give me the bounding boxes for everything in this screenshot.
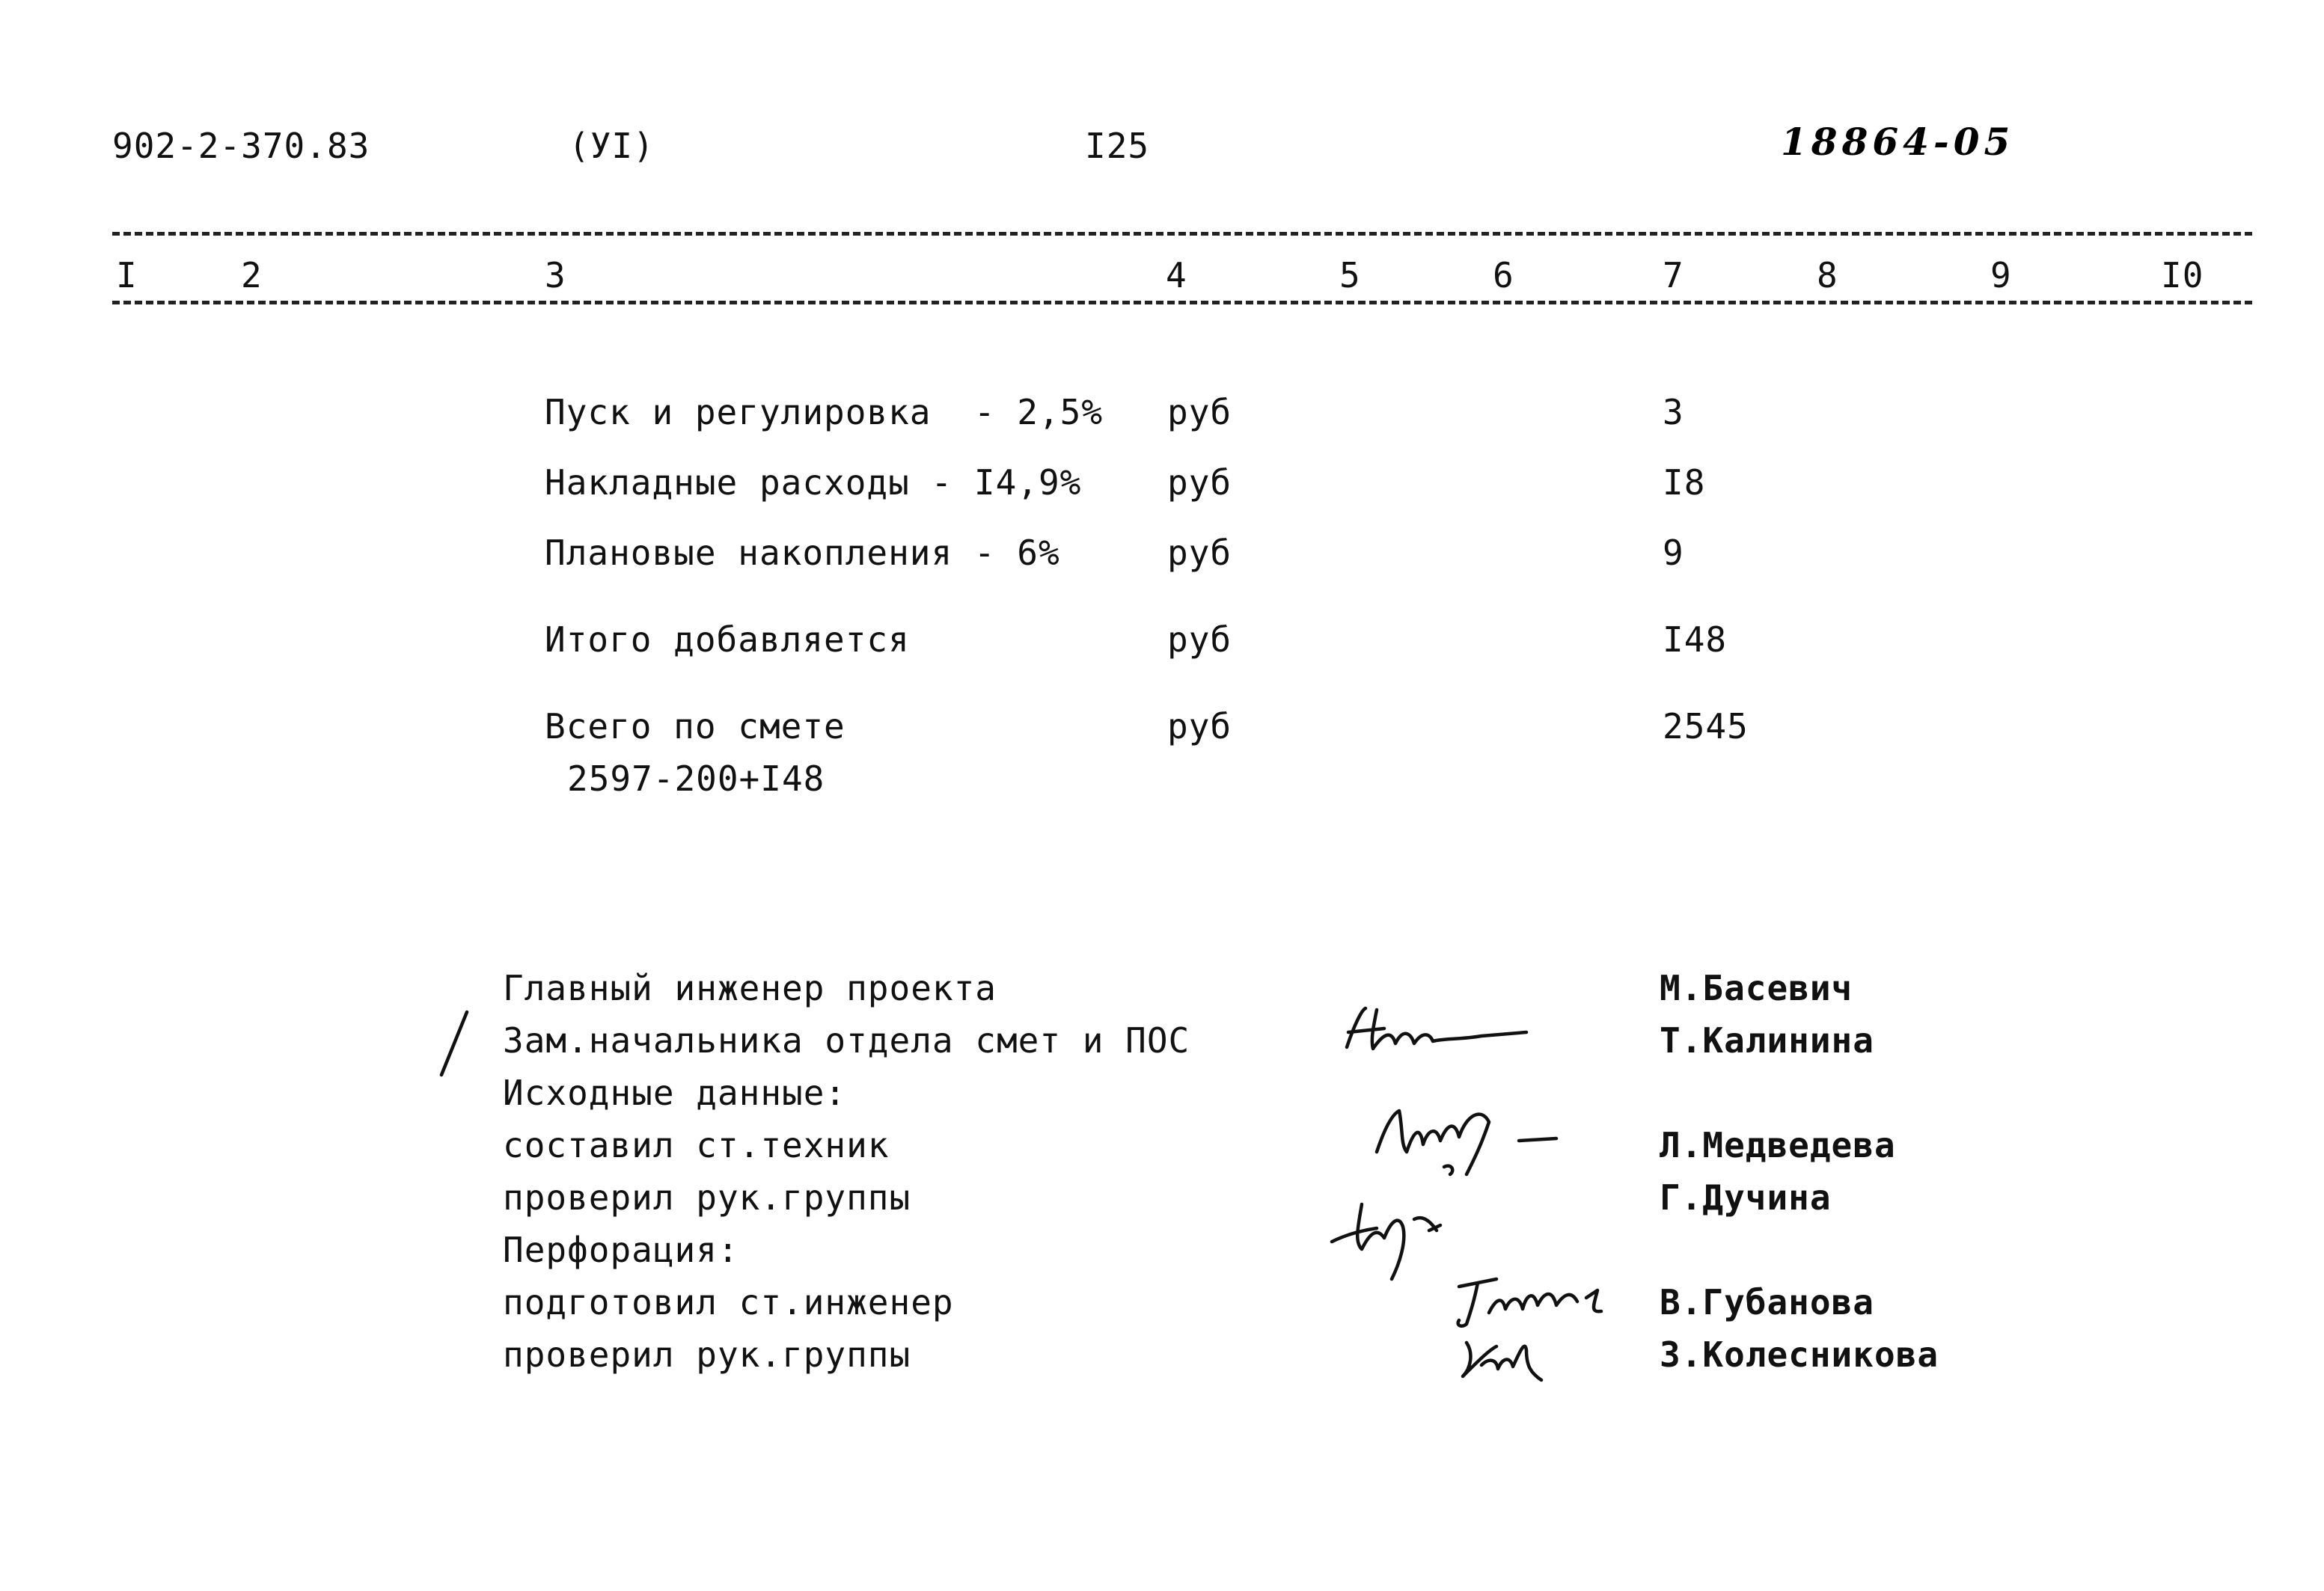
column-header-10: I0: [2161, 255, 2204, 295]
column-header-6: 6: [1493, 255, 1514, 295]
role-label: подготовил ст.инженер: [503, 1282, 954, 1322]
role-label: Зам.начальника отдела смет и ПОС: [503, 1020, 1190, 1061]
doc-code: 902-2-370.83: [112, 126, 370, 166]
cost-item-name: Пуск и регулировка - 2,5%: [545, 392, 1104, 432]
column-header-5: 5: [1339, 255, 1361, 295]
signature-gubanova: [1444, 1268, 1624, 1335]
handwritten-check-mark: [434, 1006, 479, 1081]
role-label: Главный инженер проекта: [503, 968, 997, 1008]
column-header-8: 8: [1817, 255, 1838, 295]
column-header-bottom-rule: [112, 301, 2252, 304]
role-label: Перфорация:: [503, 1230, 739, 1270]
cost-item-value: 2545: [1663, 706, 1749, 747]
column-header-top-rule: [112, 232, 2252, 236]
role-label: проверил рук.группы: [503, 1177, 911, 1218]
signature-kolesnikova: [1452, 1328, 1571, 1388]
cost-item-name: Всего по смете: [545, 706, 845, 747]
signatory-name: Г.Дучина: [1660, 1177, 1832, 1218]
column-header-1: I: [116, 255, 138, 295]
signatory-name: З.Колесникова: [1660, 1334, 1939, 1375]
cost-item-value: 9: [1663, 533, 1684, 573]
cost-item-value: I48: [1663, 619, 1728, 660]
cost-item-unit: руб: [1167, 533, 1232, 573]
total-formula: 2597-200+I48: [567, 758, 825, 799]
handwritten-reference-number: 18864-05: [1781, 120, 2015, 164]
signatory-name: М.Басевич: [1660, 968, 1853, 1008]
signature-medvedeva: [1362, 1100, 1624, 1182]
column-header-9: 9: [1990, 255, 2012, 295]
signatory-name: Л.Медведева: [1660, 1125, 1896, 1165]
section-code: (УI): [569, 126, 655, 166]
cost-item-unit: руб: [1167, 462, 1232, 503]
cost-item-unit: руб: [1167, 392, 1232, 432]
cost-item-unit: руб: [1167, 706, 1232, 747]
role-label: Исходные данные:: [503, 1073, 847, 1113]
column-header-3: 3: [545, 255, 566, 295]
column-header-7: 7: [1663, 255, 1684, 295]
role-label: проверил рук.группы: [503, 1334, 911, 1375]
cost-item-name: Итого добавляется: [545, 619, 910, 660]
cost-item-value: 3: [1663, 392, 1684, 432]
cost-item-name: Плановые накопления - 6%: [545, 533, 1060, 573]
cost-item-unit: руб: [1167, 619, 1232, 660]
cost-item-value: I8: [1663, 462, 1706, 503]
signatory-name: В.Губанова: [1660, 1282, 1874, 1322]
cost-item-name: Накладные расходы - I4,9%: [545, 462, 1082, 503]
column-header-2: 2: [241, 255, 263, 295]
signature-kalinina: [1332, 1002, 1556, 1062]
signatory-name: Т.Калинина: [1660, 1020, 1874, 1061]
page-number: I25: [1085, 126, 1150, 166]
role-label: составил ст.техник: [503, 1125, 890, 1165]
column-header-4: 4: [1166, 255, 1187, 295]
